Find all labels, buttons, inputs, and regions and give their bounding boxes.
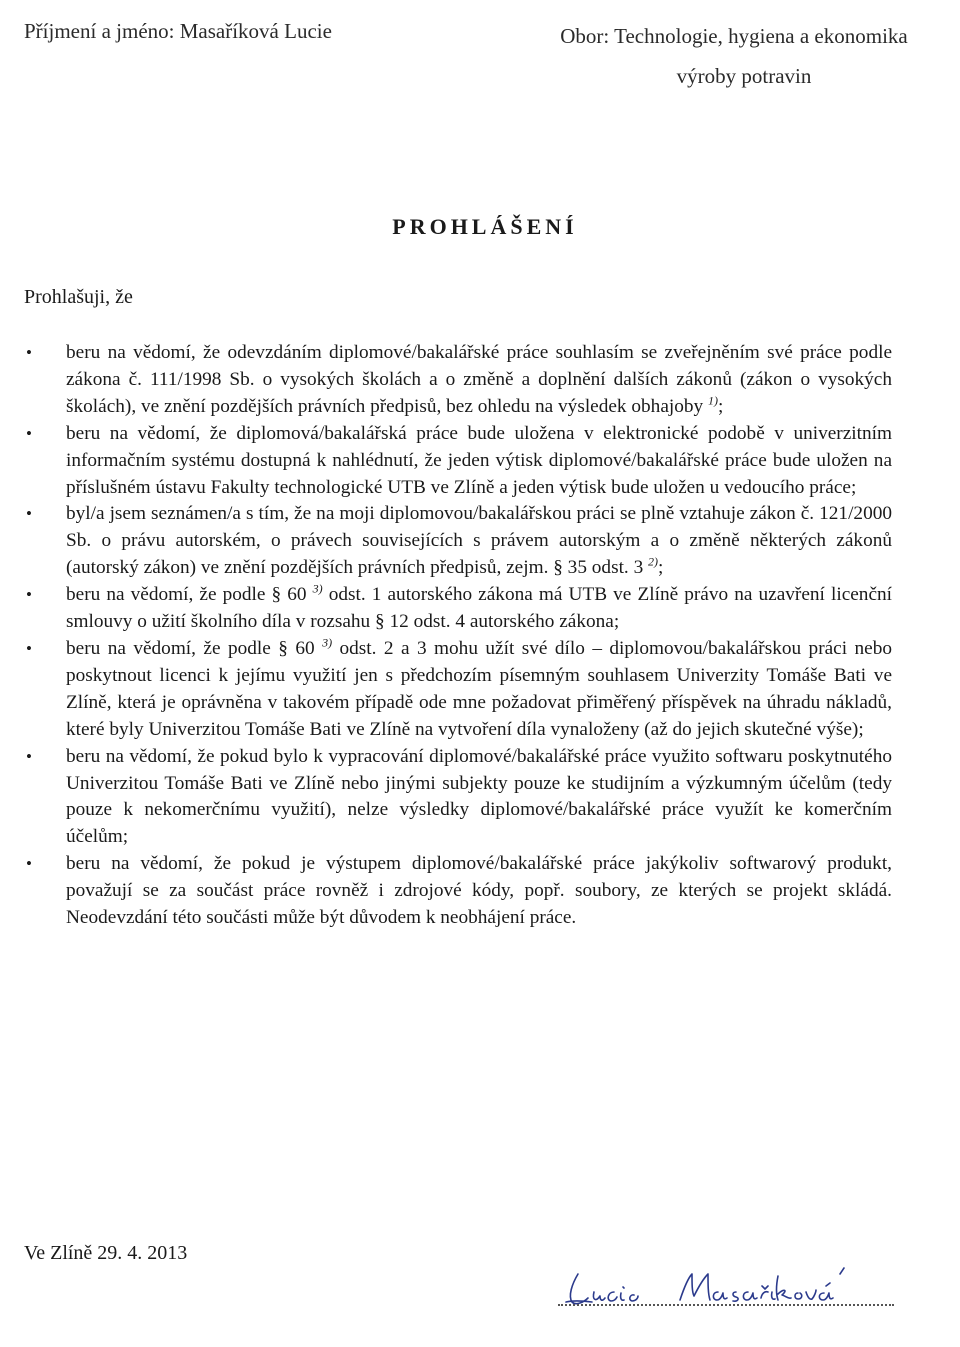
- field-of-study-line2: výroby potravin: [676, 64, 812, 88]
- declaration-item: [26, 851, 892, 932]
- bullet-icon: •: [26, 504, 32, 524]
- bullet-icon: •: [26, 423, 32, 443]
- field-of-study-line1: Obor: Technologie, hygiena a ekonomika: [560, 24, 908, 48]
- declaration-item: [26, 636, 892, 744]
- footnote-ref: 1): [707, 393, 718, 408]
- declaration-list: [26, 340, 892, 932]
- declaration-text: byl/a jsem seznámen/a s tím, že na moji diplomovou/bakalářskou práci se plně vztahuje zákon č. 121/2000 Sb. o právu autorském, o právech souvisejících s právem autorským a o změně některých zákonů (autorský zákon) ve znění pozdějších právních předpisů, zejm. § 35 odst. 3: [66, 503, 892, 579]
- declaration-text: beru na vědomí, že podle § 60: [66, 584, 313, 606]
- field-of-study: [524, 16, 944, 96]
- footnote-ref: 3): [322, 635, 333, 650]
- declaration-item: [26, 582, 892, 636]
- place-and-date: Ve Zlíně 29. 4. 2013: [24, 1242, 188, 1264]
- declaration-tail: ;: [658, 557, 664, 579]
- declaration-text: beru na vědomí, že odevzdáním diplomové/bakalářské práce souhlasím se zveřejněním své práce podle zákona č. 111/1998 Sb. o vysokých školách a o změně a doplnění dalších zákonů (zákon o vysokých školách), ve znění pozdějších právních předpisů, bez ohledu na výsledek obhajoby: [66, 342, 892, 417]
- declaration-tail: odst. 1 autorského zákona má UTB ve Zlíně právo na uzavření licenční smlouvy o užití školního díla v rozsahu § 12 odst. 4 autorského zákona;: [66, 584, 892, 633]
- bullet-icon: •: [26, 638, 32, 658]
- bullet-icon: •: [26, 585, 32, 605]
- declaration-tail: ;: [717, 395, 724, 417]
- declaration-item: [26, 744, 892, 852]
- footnote-ref: 2): [648, 554, 659, 569]
- declaration-text: beru na vědomí, že diplomová/bakalářská práce bude uložena v elektronické podobě v univerzitním informačním systému dostupná k nahlédnutí, že jeden výtisk diplomové/bakalářské práce bude uložen na příslušném ústavu Fakulty technologické UTB ve Zlíně a jeden výtisk bude uložen u vedoucího práce;: [66, 422, 892, 498]
- declaration-text: beru na vědomí, že pokud bylo k vypracování diplomové/bakalářské práce využito softwaru poskytnutého Univerzitou Tomáše Bati ve Zlíně nebo jinými subjekty pouze ke studijním a výzkumným účelům (tedy pouze k nekomerčnímu využití), nelze výsledky diplomové/bakalářské práce využít ke komerčním účelům;: [66, 745, 892, 848]
- bullet-icon: •: [26, 343, 32, 362]
- signature-line: [558, 1304, 894, 1306]
- intro-text: Prohlašuji, že: [24, 286, 133, 308]
- declaration-item: [26, 421, 892, 502]
- declaration-text: beru na vědomí, že pokud je výstupem diplomové/bakalářské práce jakýkoliv softwarový produkt, považují se za součást práce rovněž i zdrojové kódy, popř. soubory, ze kterých se projekt skládá. Neodevzdání této součásti může být důvodem k neobhájení práce.: [66, 853, 892, 929]
- bullet-icon: •: [26, 854, 32, 874]
- declaration-item: [26, 340, 892, 421]
- page-title: PROHLÁŠENÍ: [392, 214, 578, 239]
- declaration-item: [26, 501, 892, 582]
- declaration-tail: odst. 2 a 3 mohu užít své dílo – diplomovou/bakalářskou práci nebo poskytnout licenci k jejímu využití jen s předchozím písemným souhlasem Univerzity Tomáše Bati ve Zlíně, která je oprávněna v takovém případě ode mne požadovat přiměřený příspěvek na úhradu nákladů, které byly Univerzitou Tomáše Bati ve Zlíně na vytvoření díla vynaloženy (až do jejich skutečné výše);: [66, 637, 893, 740]
- author-name: Příjmení a jméno: Masaříková Lucie: [24, 19, 332, 43]
- signature: [558, 1262, 894, 1312]
- bullet-icon: •: [26, 746, 32, 766]
- declaration-text: beru na vědomí, že podle § 60: [66, 637, 323, 659]
- footnote-ref: 3): [312, 581, 323, 596]
